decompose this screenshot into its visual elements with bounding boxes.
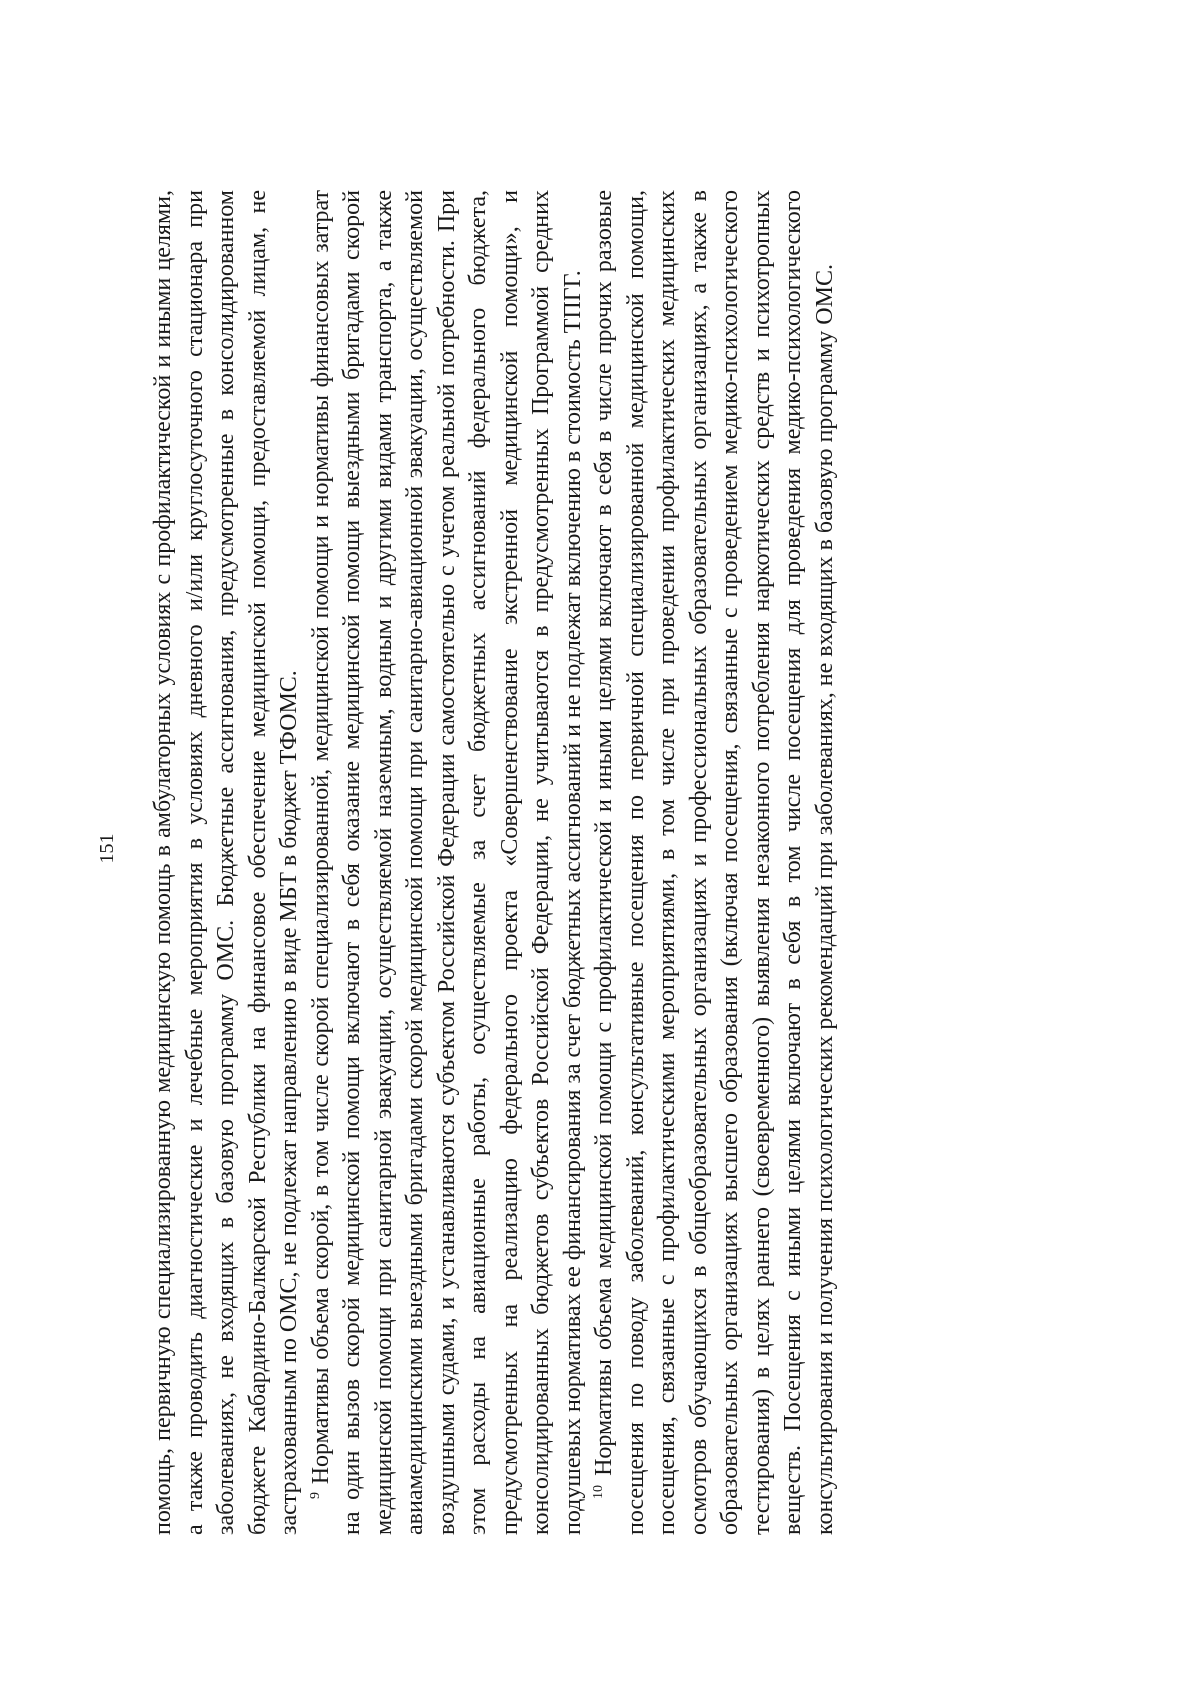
page-number: 151 <box>96 833 118 864</box>
footnote-10-mark: 10 <box>591 1485 606 1499</box>
paragraph-continuation: помощь, первичную специализированную медицинскую помощь в амбулаторных условиях с профилактической и иными целями, а также проводить диагностические и лечебные мероприятия в условиях дневного и/или круглосуточного стационара при заболеваниях, не входящих в базовую программу ОМС. Бюджетные ассигнования, предусмотренные в консолидированном бюджете Кабардино-Балкарской Республики на финансовое обеспечение медицинской помощи, предоставляемой лицам, не застрахованным по ОМС, не подлежат направлению в виде МБТ в бюджет ТФОМС. <box>150 190 302 1535</box>
footnote-9 <box>306 190 590 1535</box>
page-body <box>148 190 841 1535</box>
footnote-10-text: Нормативы объема медицинской помощи с профилактической и иными целями включают в себя в числе прочих разовые посещения по поводу заболеваний, консультативные посещения по первичной специализированной медицинской помощи, посещения, связанные с профилактическими мероприятиями, в том числе при проведении профилактических медицинских осмотров обучающихся в общеобразовательных организациях и профессиональных образовательных организациях, а также в образовательных организациях высшего образования (включая посещения, связанные с проведением медико-психологического тестирования) в целях раннего (своевременного) выявления незаконного потребления наркотических средств и психотропных веществ. Посещения с иными целями включают в себя в том числе посещения для проведения медико-психологического консультирования и получения психологических рекомендаций при заболеваниях, не входящих в базовую программу ОМС. <box>591 189 838 1535</box>
footnote-10 <box>589 190 841 1535</box>
footnote-9-text: Нормативы объема скорой, в том числе скорой специализированной, медицинской помощи и нормативы финансовых затрат на один вызов скорой медицинской помощи включают в себя оказание медицинской помощи выездными бригадами скорой медицинской помощи при санитарной эвакуации, осуществляемой наземным, водным и другими видами транспорта, а также авиамедицинскими выездными бригадами скорой медицинской помощи при санитарно-авиационной эвакуации, осуществляемой воздушными судами, и устанавливаются субъектом Российской Федерации самостоятельно с учетом реальной потребности. При этом расходы на авиационные работы, осуществляемые за счет бюджетных ассигнований федерального бюджета, предусмотренных на реализацию федерального проекта «Совершенствование экстренной медицинской помощи», и консолидированных бюджетов субъектов Российской Федерации, не учитываются в предусмотренных Программой средних подушевых нормативах ее финансирования за счет бюджетных ассигнований и не подлежат включению в стоимость ТПГГ. <box>307 189 586 1535</box>
footnote-9-mark: 9 <box>307 1492 323 1499</box>
